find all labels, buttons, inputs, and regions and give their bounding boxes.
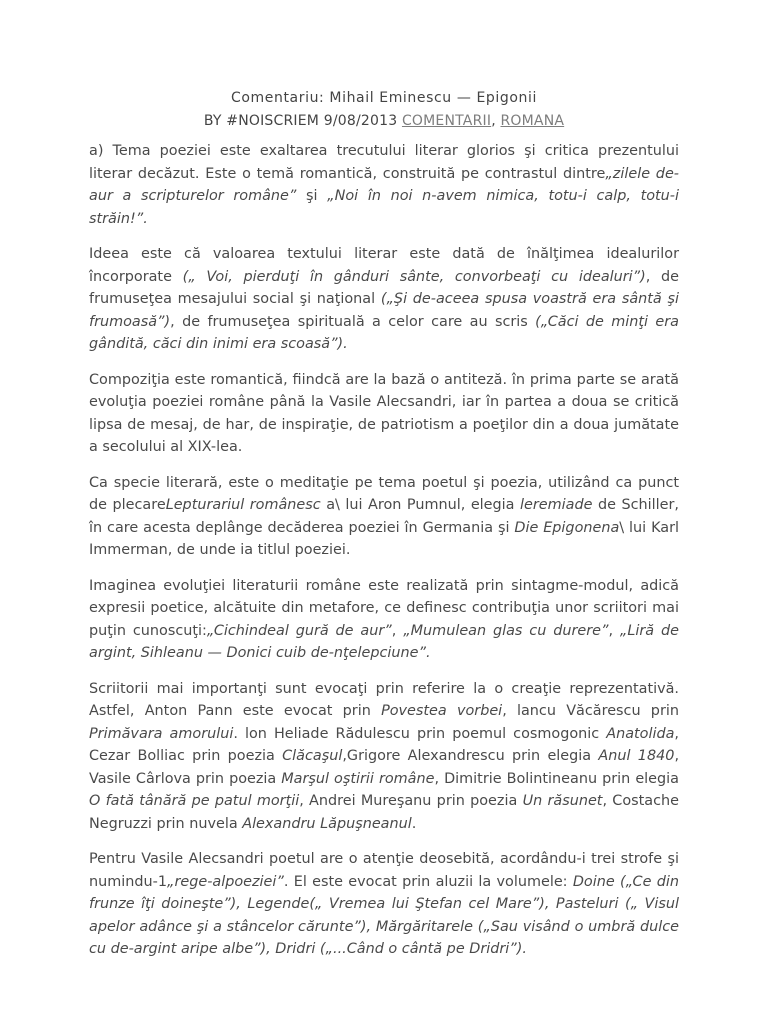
text-run: şi	[306, 188, 328, 204]
italic-quote: „Liră de argint, Sihleanu — Donici cuib de-nţelepciune”.	[89, 622, 679, 661]
text-run: , de frumuseţea spirituală a celor care au scris	[170, 313, 536, 330]
italic-quote: Die Epigonena	[514, 519, 620, 536]
text-run: Ideea este că valoarea textului literar este dată de înălţimea idealurilor încorporate	[89, 246, 679, 285]
article-title: Comentariu: Mihail Eminescu — Epigonii	[230, 90, 538, 106]
text-run: , Andrei Mureşanu prin poezia	[299, 793, 523, 809]
article-byline	[89, 113, 679, 129]
text-run: Scriitorii mai importanţi sunt evocaţi prin referire la o creaţie reprezentativă. Astfel, Anton Pann este evocat prin	[89, 680, 679, 719]
text-run: Imaginea evoluţiei literaturii române este realizată prin sintagme-modul, adică expresii poetice, alcătuite din metafore, ce definesc contribuţia unor scriitori mai puţin cunoscuţi:	[89, 577, 679, 639]
text-run: \ lui Karl Immerman, de unde ia titlul poeziei.	[89, 519, 680, 558]
italic-quote: Doine („Ce din frunze îţi doineşte”), Legende(„ Vremea lui Ştefan cel Mare”), Pasteluri („ Visul apelor adânce şi a stâncelor cărunte”), Mărgăritarele („Sau visând o umbră dulce cu de-argint aripe albe”), Dridri („...Când o cântă pe Dridri”).	[89, 873, 680, 957]
text-run: Pentru Vasile Alecsandri poetul are o atenţie deosebită, acordându-i trei strofe şi numindu-1	[89, 851, 679, 890]
text-run: , Costache Negruzzi prin nuvela	[89, 793, 679, 832]
italic-quote: „Mumulean glas cu durere”	[403, 622, 609, 639]
italic-quote: („Căci de minţi era gândită, căci din inimi era scoasă”).	[89, 313, 679, 352]
byline-author-date: BY #NOISCRIEM 9/08/2013	[203, 113, 402, 129]
italic-quote: „Noi în noi n-avem nimica, totu-i calp, totu-i străin!”.	[89, 188, 679, 227]
article-body	[89, 140, 679, 961]
paragraph-evolution-image	[89, 575, 679, 665]
italic-quote: („Şi de-aceea spusa voastră era sântă şi frumoasă”)	[89, 291, 679, 330]
italic-quote: Marşul oştirii române	[281, 770, 435, 787]
text-run: , Cezar Bolliac prin poezia	[89, 725, 679, 764]
text-run: , de frumuseţea mesajului social şi naţional	[89, 268, 680, 307]
italic-quote: Un răsunet	[522, 793, 603, 809]
category-link-comentarii[interactable]: COMENTARII	[401, 113, 492, 129]
text-run: . El este evocat prin aluzii la volumele:	[283, 873, 573, 890]
text-run: . lon Heliade Rădulescu prin poemul cosmogonic	[233, 725, 607, 742]
paragraph-literary-species	[89, 472, 679, 562]
italic-quote: Primăvara amorului	[89, 725, 234, 742]
text-run: , lancu Văcărescu prin	[502, 703, 679, 719]
paragraph-composition	[89, 369, 679, 459]
text-run: ,	[608, 622, 620, 639]
italic-quote: Alexandru Lăpuşneanul	[242, 815, 412, 832]
text-run: ,Grigore Alexandrescu prin elegia	[342, 748, 599, 764]
paragraph-important-writers	[89, 678, 679, 836]
text-run: a) Tema poeziei este exaltarea trecutului literar glorios şi critica prezentului literar decăzut. Este o temă romantică, construită pe contrastul dintre	[89, 143, 679, 182]
italic-quote: „Cichindeal gură de aur”	[206, 622, 392, 639]
italic-quote: leremiade	[520, 497, 593, 513]
text-run: a\ lui Aron Pumnul, elegia	[320, 497, 520, 513]
paragraph-idea	[89, 243, 679, 356]
italic-quote: Povestea vorbei	[381, 703, 503, 719]
byline-separator: ,	[491, 113, 501, 129]
text-run: Compoziţia este romantică, fiindcă are la bază o antiteză. în prima parte se arată evoluţia poeziei române până la Vasile Alecsandri, iar în partea a doua se critică lipsa de mesaj, de har, de inspiraţie, de patriotism a poeţilor din a doua jumătate a secolului al XIX-lea.	[89, 371, 679, 455]
italic-quote: „rege-alpoeziei”	[166, 873, 284, 890]
italic-quote: Clăcaşul	[282, 748, 343, 764]
italic-quote: Lepturariul românesc	[165, 497, 321, 513]
text-run: Ca specie literară, este o meditaţie pe tema poetul şi poezia, utilizând ca punct de plecare	[89, 474, 679, 513]
italic-quote: O fată tânără pe patul morţii	[89, 793, 300, 809]
text-run: .	[411, 815, 417, 832]
paragraph-theme	[89, 140, 679, 230]
italic-quote: Anul 1840	[598, 748, 675, 764]
italic-quote: („ Voi, pierduţi în gânduri sânte, convorbeaţi cu idealuri”)	[182, 268, 646, 285]
text-run: ,	[391, 622, 404, 639]
text-run: de Schiller, în care acesta deplânge decăderea poeziei în Germania şi	[89, 497, 679, 536]
italic-quote: „zilele de-aur a scripturelor române”	[89, 165, 679, 204]
italic-quote: Anatolida	[606, 725, 675, 742]
text-run: , Vasile Cârlova prin poezia	[89, 748, 680, 787]
paragraph-alecsandri	[89, 848, 679, 961]
category-link-romana[interactable]: ROMANA	[500, 113, 565, 129]
text-run: , Dimitrie Bolintineanu prin elegia	[434, 770, 679, 787]
